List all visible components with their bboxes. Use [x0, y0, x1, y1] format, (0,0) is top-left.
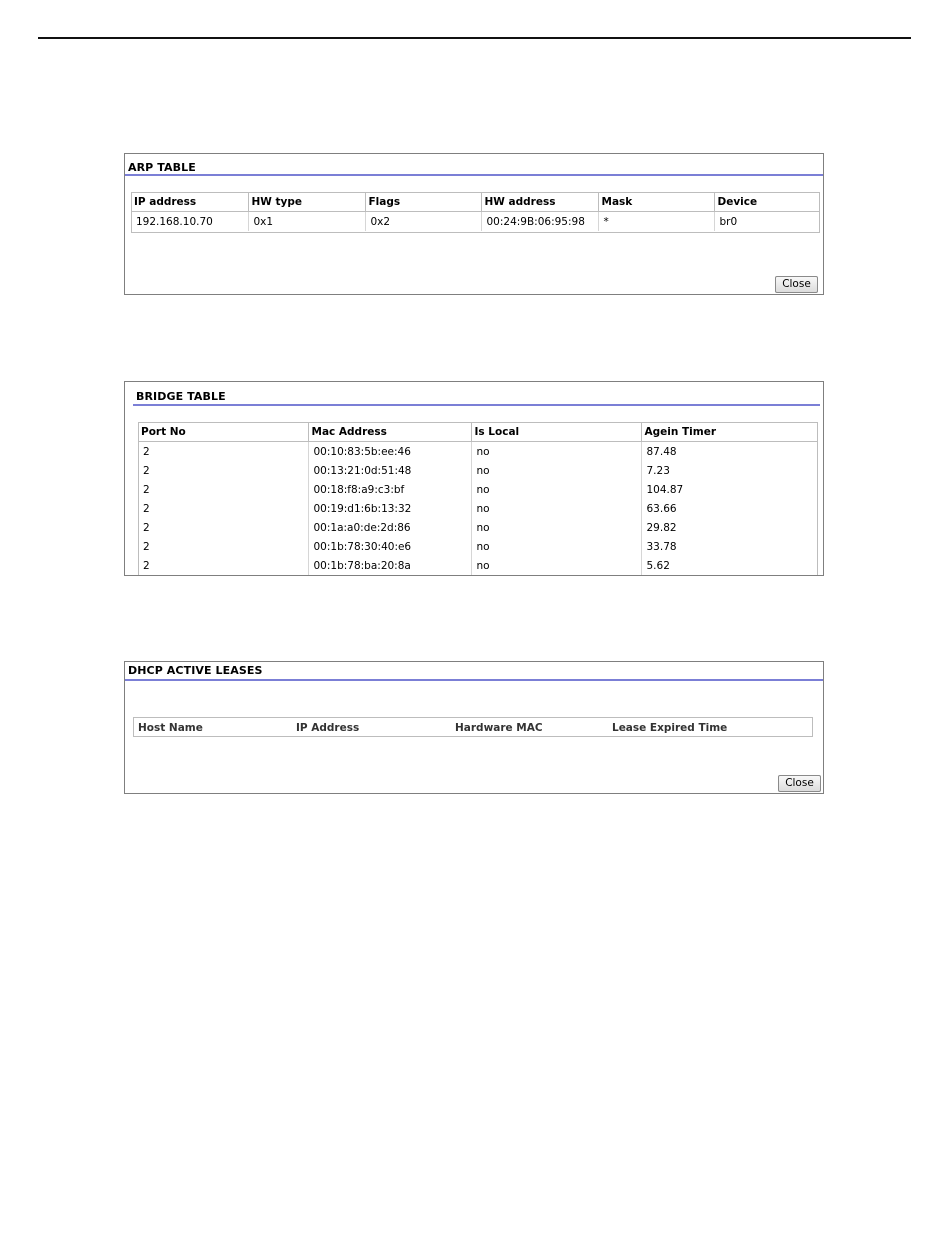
- bridge-cell-timer: 104.87: [646, 483, 684, 496]
- bridge-cell-mac: 00:1b:78:ba:20:8a: [308, 556, 471, 575]
- table-row: [138, 556, 818, 575]
- arp-cell-mask: *: [598, 212, 714, 232]
- dhcp-col-lease-expired-time[interactable]: Lease Expired Time: [612, 722, 728, 734]
- arp-col-device[interactable]: Device: [714, 192, 820, 212]
- arp-table-panel: [124, 153, 824, 295]
- bridge-col-mac-address[interactable]: Mac Address: [308, 422, 471, 442]
- arp-table: [131, 192, 820, 231]
- bridge-cell-mac: 00:18:f8:a9:c3:bf: [308, 480, 471, 499]
- bridge-cell-mac: 00:13:21:0d:51:48: [308, 461, 471, 480]
- arp-table-title: ARP TABLE: [128, 161, 196, 174]
- arp-col-hw-type[interactable]: HW type: [248, 192, 365, 212]
- bridge-col-is-local[interactable]: Is Local: [471, 422, 641, 442]
- dhcp-close-button[interactable]: Close: [778, 775, 821, 792]
- bridge-cell-port: 2: [138, 442, 308, 462]
- table-row: [131, 212, 820, 232]
- bridge-cell-local: no: [471, 480, 641, 499]
- bridge-header-row: [138, 422, 818, 442]
- bridge-cell-port: 2: [138, 518, 308, 537]
- bridge-col-agein-timer[interactable]: Agein Timer: [641, 422, 818, 442]
- table-row: [138, 442, 818, 462]
- dhcp-col-host-name[interactable]: Host Name: [138, 722, 203, 734]
- dhcp-col-ip-address[interactable]: IP Address: [296, 722, 360, 734]
- bridge-cell-mac: 00:1a:a0:de:2d:86: [308, 518, 471, 537]
- arp-cell-hw-type: 0x1: [248, 212, 365, 232]
- arp-cell-ip: 192.168.10.70: [131, 212, 248, 232]
- arp-cell-flags: 0x2: [365, 212, 481, 232]
- arp-col-ip-address[interactable]: IP address: [131, 192, 248, 212]
- page-top-rule: [38, 37, 911, 39]
- table-row: [138, 499, 818, 518]
- bridge-cell-timer: 29.82: [646, 521, 677, 534]
- bridge-cell-timer: 7.23: [646, 464, 670, 477]
- bridge-cell-port: 2: [138, 461, 308, 480]
- bridge-cell-port: 2: [138, 537, 308, 556]
- arp-cell-device: br0: [719, 215, 738, 228]
- bridge-cell-mac: 00:19:d1:6b:13:32: [308, 499, 471, 518]
- bridge-cell-local: no: [471, 537, 641, 556]
- bridge-cell-port: 2: [138, 480, 308, 499]
- bridge-table-panel: [124, 381, 824, 576]
- bridge-table: [138, 422, 818, 575]
- bridge-cell-mac: 00:10:83:5b:ee:46: [308, 442, 471, 462]
- bridge-cell-timer: 5.62: [646, 559, 670, 572]
- bridge-cell-mac: 00:1b:78:30:40:e6: [308, 537, 471, 556]
- arp-title-rule: [125, 174, 823, 176]
- bridge-table-title: BRIDGE TABLE: [136, 390, 226, 403]
- bridge-cell-local: no: [471, 499, 641, 518]
- bridge-cell-timer: 33.78: [646, 540, 677, 553]
- arp-header-row: [131, 192, 820, 212]
- bridge-cell-port: 2: [138, 556, 308, 575]
- dhcp-title-rule: [125, 679, 823, 681]
- bridge-cell-timer: 87.48: [646, 445, 677, 458]
- bridge-cell-port: 2: [138, 499, 308, 518]
- bridge-cell-local: no: [471, 442, 641, 462]
- table-row: [138, 461, 818, 480]
- dhcp-col-hardware-mac[interactable]: Hardware MAC: [455, 722, 543, 734]
- dhcp-header-row: [133, 717, 813, 737]
- dhcp-leases-title: DHCP ACTIVE LEASES: [128, 664, 263, 677]
- table-row: [138, 537, 818, 556]
- dhcp-leases-panel: [124, 661, 824, 794]
- arp-col-flags[interactable]: Flags: [365, 192, 481, 212]
- bridge-col-port-no[interactable]: Port No: [138, 422, 308, 442]
- table-row: [138, 518, 818, 537]
- bridge-title-rule: [133, 404, 820, 406]
- arp-col-hw-address[interactable]: HW address: [481, 192, 598, 212]
- arp-cell-hw-address: 00:24:9B:06:95:98: [481, 212, 598, 232]
- bridge-cell-local: no: [471, 556, 641, 575]
- bridge-cell-local: no: [471, 518, 641, 537]
- bridge-cell-timer: 63.66: [646, 502, 677, 515]
- bridge-cell-local: no: [471, 461, 641, 480]
- arp-col-mask[interactable]: Mask: [598, 192, 714, 212]
- table-row: [138, 480, 818, 499]
- arp-close-button[interactable]: Close: [775, 276, 818, 293]
